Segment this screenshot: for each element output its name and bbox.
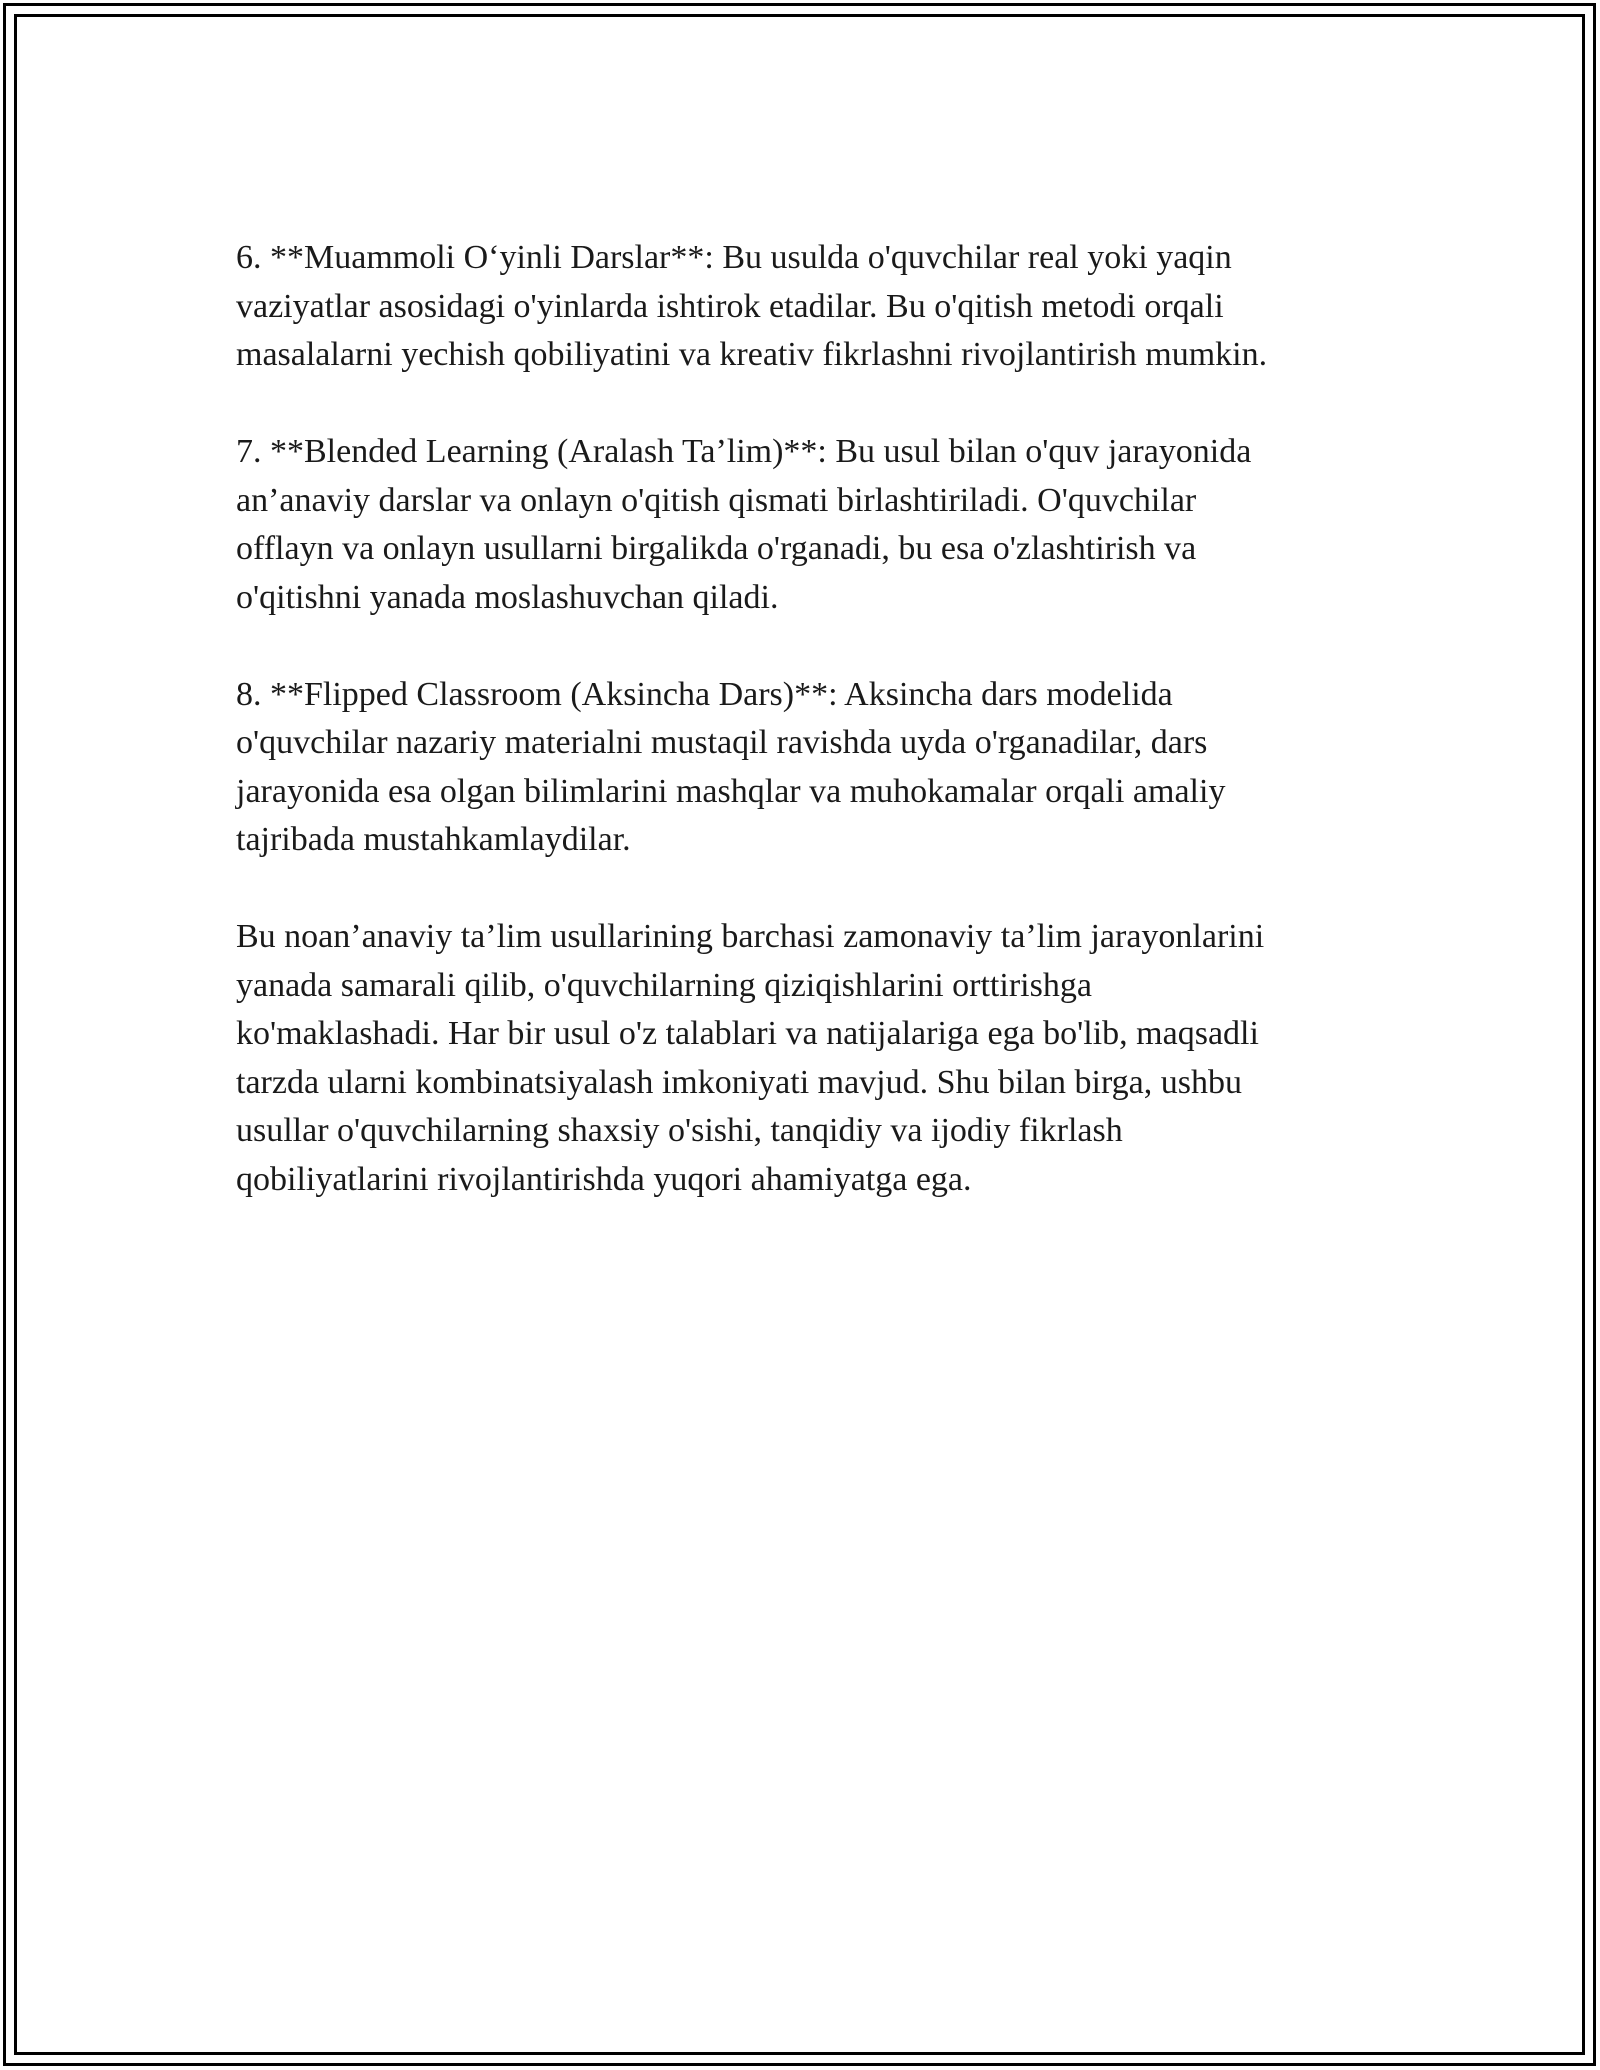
text-line: yanada samarali qilib, o'quvchilarning qiziqishlarini orttirishga xyxy=(236,966,1092,1004)
text-line: 7. **Blended Learning (Aralash Ta’lim)**: Bu usul bilan o'quv jarayonida xyxy=(236,433,1252,470)
document-body xyxy=(236,234,1366,1253)
text-line: Bu noan’anaviy ta’lim usullarining barchasi zamonaviy ta’lim jarayonlarini xyxy=(236,918,1265,955)
text-line: an’anaviy darslar va onlayn o'qitish qismati birlashtiriladi. O'quvchilar xyxy=(236,481,1197,519)
text-line: usullar o'quvchilarning shaxsiy o'sishi, tanqidiy va ijodiy fikrlash xyxy=(236,1112,1123,1149)
paragraph-conclusion xyxy=(236,913,1366,1204)
text-line: tarzda ularni kombinatsiyalash imkoniyati mavjud. Shu bilan birga, ushbu xyxy=(236,1063,1242,1101)
text-line: tajribada mustahkamlaydilar. xyxy=(236,821,631,858)
paragraph-method-8 xyxy=(236,671,1366,865)
text-line: offlayn va onlayn usullarni birgalikda o'rganadi, bu esa o'zlashtirish va xyxy=(236,530,1197,567)
text-line: o'quvchilar nazariy materialni mustaqil ravishda uyda o'rganadilar, dars xyxy=(236,724,1208,761)
text-line: 6. **Muammoli O‘yinli Darslar**: Bu usulda o'quvchilar real yoki yaqin xyxy=(236,239,1232,276)
text-line: masalalarni yechish qobiliyatini va kreativ fikrlashni rivojlantirish mumkin. xyxy=(236,336,1268,373)
text-line: qobiliyatlarini rivojlantirishda yuqori ahamiyatga ega. xyxy=(236,1160,972,1198)
text-line: ko'maklashadi. Har bir usul o'z talablari va natijalariga ega bo'lib, maqsadli xyxy=(236,1015,1259,1052)
paragraph-method-7 xyxy=(236,428,1366,622)
text-line: o'qitishni yanada moslashuvchan qiladi. xyxy=(236,578,779,616)
text-line: jarayonida esa olgan bilimlarini mashqlar va muhokamalar orqali amaliy xyxy=(236,772,1226,810)
text-line: vaziyatlar asosidagi o'yinlarda ishtirok etadilar. Bu o'qitish metodi orqali xyxy=(236,287,1224,325)
paragraph-method-6 xyxy=(236,234,1366,380)
text-line: 8. **Flipped Classroom (Aksincha Dars)**: Aksincha dars modelida xyxy=(236,675,1173,713)
